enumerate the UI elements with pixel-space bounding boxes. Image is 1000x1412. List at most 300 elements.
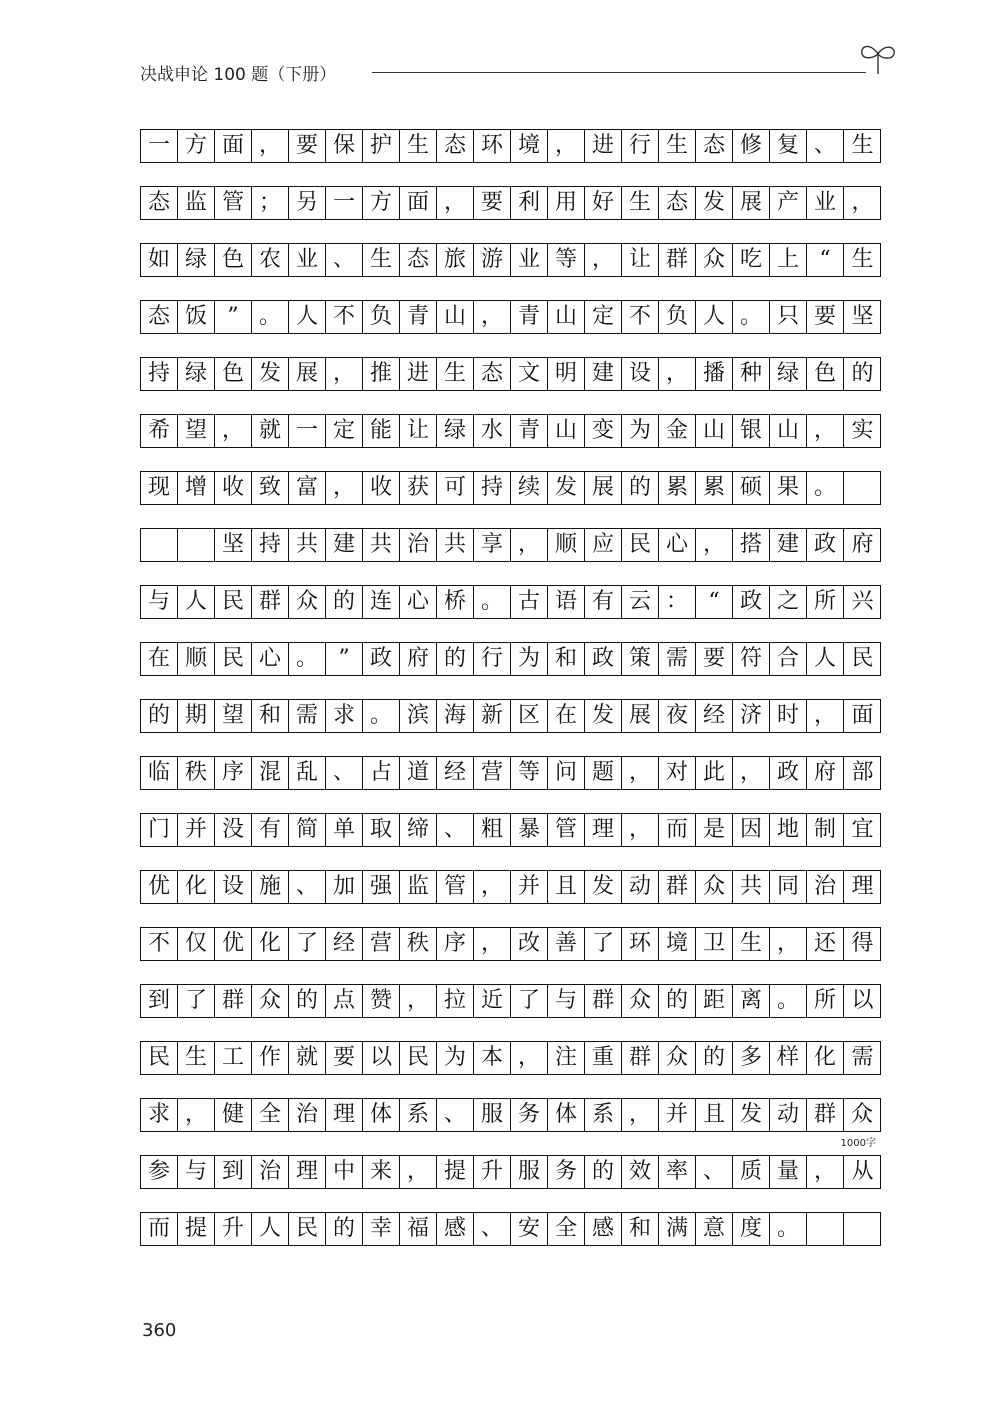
grid-cell: 应: [585, 529, 622, 561]
grid-cell: [141, 529, 178, 561]
grid-cell: 希: [141, 415, 178, 447]
grid-cell: 态: [400, 244, 437, 276]
grid-cell: 以: [851, 988, 874, 1013]
grid-cell: 。: [474, 586, 511, 618]
word-count-mark: 1000字: [840, 1138, 876, 1149]
grid-cell: 业: [289, 244, 326, 276]
grid-cell: 系: [585, 1099, 622, 1131]
grid-cell: 山: [770, 415, 807, 447]
grid-cell: 上: [770, 244, 807, 276]
grid-cell: 民: [141, 1042, 178, 1074]
grid-cell: 护: [363, 130, 400, 162]
grid-cell: 语: [548, 586, 585, 618]
grid-cell: ，: [770, 928, 807, 960]
grid-cell: 生: [400, 130, 437, 162]
grid-cell: 宜: [851, 817, 874, 842]
grid-cell: 人: [178, 586, 215, 618]
grid-cell: 建: [770, 529, 807, 561]
grid-cell: 群: [252, 586, 289, 618]
grid-cell: 本: [474, 1042, 511, 1074]
grid-cell: 新: [474, 700, 511, 732]
grid-cell: 优: [141, 871, 178, 903]
grid-cell: 收: [363, 472, 400, 504]
grid-cell: 的: [696, 1042, 733, 1074]
grid-cell: 态: [141, 187, 178, 219]
grid-cell: ，: [474, 871, 511, 903]
grid-cell: 发: [696, 187, 733, 219]
grid-cell: 生: [851, 133, 874, 158]
grid-cell: 众: [696, 871, 733, 903]
grid-cell: 境: [659, 928, 696, 960]
grid-cell: 业: [511, 244, 548, 276]
grid-cell: 的: [622, 472, 659, 504]
grid-cell: 改: [511, 928, 548, 960]
grid-row: [140, 414, 881, 448]
grid-cell: 云: [622, 586, 659, 618]
grid-cell: 此: [696, 757, 733, 789]
grid-cell: 部: [851, 760, 874, 785]
grid-cell: 要: [289, 130, 326, 162]
grid-cell: 安: [511, 1213, 548, 1245]
grid-cell: 面: [215, 130, 252, 162]
grid-cell: ，: [474, 928, 511, 960]
grid-cell: 治: [252, 1156, 289, 1188]
grid-cell: 致: [252, 472, 289, 504]
grid-row: [140, 357, 881, 391]
grid-cell: 生: [363, 244, 400, 276]
grid-cell: 态: [696, 130, 733, 162]
grid-cell: 仅: [178, 928, 215, 960]
grid-cell: 搭: [733, 529, 770, 561]
grid-cell: 坚: [215, 529, 252, 561]
grid-cell: ”: [326, 643, 363, 675]
grid-cell: 兴: [851, 589, 874, 614]
grid-cell: 服: [511, 1156, 548, 1188]
grid-cell: ，: [659, 358, 696, 390]
grid-cell: 坚: [851, 304, 874, 329]
grid-cell: ，: [622, 757, 659, 789]
grid-cell: 在: [548, 700, 585, 732]
header-title: 决战申论 100 题（下册）: [140, 65, 337, 85]
grid-cell: 累: [659, 472, 696, 504]
grid-cell: 水: [474, 415, 511, 447]
essay-answer-grid: [140, 129, 881, 1269]
grid-cell: 优: [215, 928, 252, 960]
grid-cell: 就: [289, 1042, 326, 1074]
grid-cell: 古: [511, 586, 548, 618]
grid-cell: 众: [289, 586, 326, 618]
grid-cell: 率: [659, 1156, 696, 1188]
header-rule: [372, 72, 866, 73]
grid-cell: 为: [511, 643, 548, 675]
grid-cell: ，: [437, 187, 474, 219]
grid-cell: 就: [252, 415, 289, 447]
grid-cell: 求: [141, 1099, 178, 1131]
grid-cell: 理: [585, 814, 622, 846]
grid-cell: 经: [696, 700, 733, 732]
grid-cell: 理: [851, 874, 874, 899]
grid-cell: 的: [289, 985, 326, 1017]
grid-cell: 生: [437, 358, 474, 390]
grid-cell: 政: [807, 529, 844, 561]
grid-cell: 方: [363, 187, 400, 219]
grid-cell: 果: [770, 472, 807, 504]
grid-cell: 并: [511, 871, 548, 903]
grid-cell: 持: [141, 358, 178, 390]
grid-cell: 生: [622, 187, 659, 219]
grid-cell: 民: [622, 529, 659, 561]
grid-cell: ”: [215, 301, 252, 333]
grid-cell: ，: [696, 529, 733, 561]
grid-cell: 的: [141, 700, 178, 732]
grid-cell: 设: [215, 871, 252, 903]
grid-row: [140, 585, 881, 619]
grid-cell: 共: [437, 529, 474, 561]
grid-cell: 共: [363, 529, 400, 561]
grid-cell: 共: [733, 871, 770, 903]
grid-cell: 经: [437, 757, 474, 789]
grid-cell: 心: [252, 643, 289, 675]
grid-cell: 如: [141, 244, 178, 276]
grid-cell: 面: [851, 703, 874, 728]
grid-cell: 进: [400, 358, 437, 390]
grid-cell: ，: [178, 1099, 215, 1131]
grid-cell: 因: [733, 814, 770, 846]
grid-cell: 一: [326, 187, 363, 219]
grid-cell: 变: [585, 415, 622, 447]
grid-cell: 行: [474, 643, 511, 675]
grid-row: [140, 699, 881, 733]
grid-row: [140, 471, 881, 505]
grid-cell: 感: [437, 1213, 474, 1245]
grid-cell: 享: [474, 529, 511, 561]
grid-cell: 单: [326, 814, 363, 846]
grid-cell: 要: [326, 1042, 363, 1074]
grid-row: [140, 927, 881, 961]
grid-cell: 众: [844, 1099, 881, 1131]
grid-cell: ，: [326, 358, 363, 390]
grid-cell: 众: [696, 244, 733, 276]
grid-cell: 色: [807, 358, 844, 390]
grid-cell: 务: [511, 1099, 548, 1131]
grid-cell: 善: [548, 928, 585, 960]
grid-cell: 群: [585, 985, 622, 1017]
grid-cell: 的: [326, 1213, 363, 1245]
grid-cell: 。: [289, 643, 326, 675]
grid-cell: 。: [363, 700, 400, 732]
grid-row: [140, 984, 881, 1018]
grid-cell: 治: [400, 529, 437, 561]
grid-cell: 质: [733, 1156, 770, 1188]
grid-cell: 效: [622, 1156, 659, 1188]
grid-cell: 福: [400, 1213, 437, 1245]
grid-cell: 能: [363, 415, 400, 447]
grid-cell: 文: [511, 358, 548, 390]
grid-cell: 收: [215, 472, 252, 504]
grid-cell: 绿: [437, 415, 474, 447]
grid-cell: 营: [363, 928, 400, 960]
grid-cell: 色: [215, 358, 252, 390]
grid-cell: 策: [622, 643, 659, 675]
grid-cell: 府: [807, 757, 844, 789]
grid-cell: ，: [807, 1156, 844, 1188]
grid-cell: 明: [548, 358, 585, 390]
grid-cell: 地: [770, 814, 807, 846]
grid-cell: 心: [659, 529, 696, 561]
grid-cell: 群: [659, 871, 696, 903]
grid-cell: 。: [252, 301, 289, 333]
grid-cell: 管: [437, 871, 474, 903]
grid-cell: 用: [548, 187, 585, 219]
grid-cell: 、: [437, 814, 474, 846]
grid-cell: ，: [807, 415, 844, 447]
grid-cell: 感: [585, 1213, 622, 1245]
grid-cell: 秩: [400, 928, 437, 960]
grid-cell: 体: [548, 1099, 585, 1131]
grid-cell: 山: [548, 301, 585, 333]
grid-cell: 近: [474, 985, 511, 1017]
grid-cell: 生: [659, 130, 696, 162]
grid-cell: 乱: [289, 757, 326, 789]
grid-cell: 绿: [178, 358, 215, 390]
grid-cell: 序: [215, 757, 252, 789]
grid-cell: 制: [807, 814, 844, 846]
grid-cell: 定: [585, 301, 622, 333]
grid-cell: 政: [363, 643, 400, 675]
grid-cell: 金: [659, 415, 696, 447]
grid-cell: 务: [548, 1156, 585, 1188]
grid-cell: 持: [474, 472, 511, 504]
grid-cell: 群: [215, 985, 252, 1017]
grid-cell: 。: [807, 472, 844, 504]
grid-cell: 、: [474, 1213, 511, 1245]
grid-cell: 得: [851, 931, 874, 956]
grid-cell: 化: [252, 928, 289, 960]
grid-cell: 富: [289, 472, 326, 504]
grid-cell: ，: [511, 529, 548, 561]
grid-cell: 占: [363, 757, 400, 789]
grid-cell: 到: [215, 1156, 252, 1188]
grid-row: [140, 300, 881, 334]
grid-cell: 重: [585, 1042, 622, 1074]
grid-cell: 桥: [437, 586, 474, 618]
grid-cell: 政: [770, 757, 807, 789]
grid-cell: 民: [215, 586, 252, 618]
grid-cell: 且: [548, 871, 585, 903]
grid-cell: ，: [548, 130, 585, 162]
grid-cell: 满: [659, 1213, 696, 1245]
grid-cell: 管: [215, 187, 252, 219]
grid-cell: 以: [363, 1042, 400, 1074]
grid-cell: 作: [252, 1042, 289, 1074]
grid-cell: 环: [622, 928, 659, 960]
grid-cell: 和: [622, 1213, 659, 1245]
grid-cell: 推: [363, 358, 400, 390]
grid-cell: 、: [437, 1099, 474, 1131]
grid-cell: 注: [548, 1042, 585, 1074]
grid-cell: [844, 1213, 881, 1245]
grid-row: [140, 1155, 881, 1189]
grid-cell: 面: [400, 187, 437, 219]
grid-cell: 海: [437, 700, 474, 732]
grid-cell: 所: [807, 985, 844, 1017]
grid-cell: 负: [659, 301, 696, 333]
grid-cell: 建: [585, 358, 622, 390]
grid-cell: 与: [178, 1156, 215, 1188]
grid-cell: 秩: [178, 757, 215, 789]
grid-cell: 区: [511, 700, 548, 732]
grid-cell: 还: [807, 928, 844, 960]
grid-cell: 府: [851, 532, 874, 557]
grid-cell: 展: [733, 187, 770, 219]
grid-cell: 政: [585, 643, 622, 675]
grid-cell: 幸: [363, 1213, 400, 1245]
grid-cell: 生: [851, 247, 874, 272]
grid-cell: 意: [696, 1213, 733, 1245]
grid-cell: 发: [548, 472, 585, 504]
grid-cell: 提: [178, 1213, 215, 1245]
grid-cell: 在: [141, 643, 178, 675]
grid-cell: 保: [326, 130, 363, 162]
grid-cell: 民: [289, 1213, 326, 1245]
grid-cell: 符: [733, 643, 770, 675]
grid-cell: 游: [474, 244, 511, 276]
grid-cell: 获: [400, 472, 437, 504]
grid-row: [140, 186, 881, 220]
grid-cell: 动: [622, 871, 659, 903]
grid-cell: 合: [770, 643, 807, 675]
grid-cell: 卫: [696, 928, 733, 960]
grid-cell: 提: [437, 1156, 474, 1188]
grid-cell: 强: [363, 871, 400, 903]
grid-cell: 好: [585, 187, 622, 219]
grid-cell: 体: [363, 1099, 400, 1131]
grid-cell: 需: [851, 1045, 874, 1070]
grid-cell: 众: [659, 1042, 696, 1074]
grid-row: [140, 756, 881, 790]
grid-cell: ，: [400, 1156, 437, 1188]
grid-cell: 加: [326, 871, 363, 903]
grid-cell: 等: [511, 757, 548, 789]
grid-cell: [844, 472, 881, 504]
grid-cell: 累: [696, 472, 733, 504]
grid-cell: ，: [215, 415, 252, 447]
grid-cell: 之: [770, 586, 807, 618]
grid-cell: 进: [585, 130, 622, 162]
grid-cell: 民: [215, 643, 252, 675]
grid-cell: 暴: [511, 814, 548, 846]
grid-cell: 施: [252, 871, 289, 903]
grid-cell: 升: [474, 1156, 511, 1188]
grid-cell: 境: [511, 130, 548, 162]
grid-cell: 人: [696, 301, 733, 333]
grid-cell: 民: [400, 1042, 437, 1074]
grid-cell: 夜: [659, 700, 696, 732]
grid-cell: 动: [770, 1099, 807, 1131]
grid-cell: 混: [252, 757, 289, 789]
grid-cell: 多: [733, 1042, 770, 1074]
grid-cell: 的: [437, 643, 474, 675]
grid-cell: 营: [474, 757, 511, 789]
grid-cell: 只: [770, 301, 807, 333]
grid-cell: 。: [770, 1213, 807, 1245]
grid-cell: 同: [770, 871, 807, 903]
grid-cell: 道: [400, 757, 437, 789]
grid-cell: 持: [252, 529, 289, 561]
grid-cell: 群: [622, 1042, 659, 1074]
grid-cell: 缔: [400, 814, 437, 846]
grid-row: [140, 1041, 881, 1075]
grid-cell: 并: [659, 1099, 696, 1131]
grid-cell: [178, 529, 215, 561]
grid-cell: 离: [733, 985, 770, 1017]
grid-cell: 健: [215, 1099, 252, 1131]
grid-cell: 青: [511, 415, 548, 447]
grid-row: [140, 129, 881, 163]
grid-cell: 负: [363, 301, 400, 333]
grid-row: [140, 813, 881, 847]
grid-cell: 简: [289, 814, 326, 846]
grid-cell: 、: [289, 871, 326, 903]
grid-cell: 修: [733, 130, 770, 162]
grid-cell: ；: [252, 187, 289, 219]
grid-cell: 且: [696, 1099, 733, 1131]
grid-cell: 发: [585, 700, 622, 732]
grid-cell: 连: [363, 586, 400, 618]
grid-cell: 距: [696, 985, 733, 1017]
grid-cell: 的: [326, 586, 363, 618]
grid-cell: 顺: [548, 529, 585, 561]
grid-cell: 中: [326, 1156, 363, 1188]
grid-cell: 发: [252, 358, 289, 390]
grid-cell: 与: [141, 586, 178, 618]
grid-cell: 滨: [400, 700, 437, 732]
grid-cell: 经: [326, 928, 363, 960]
grid-cell: 态: [141, 301, 178, 333]
grid-cell: 发: [733, 1099, 770, 1131]
grid-cell: 青: [400, 301, 437, 333]
grid-cell: 了: [585, 928, 622, 960]
grid-cell: 的: [659, 985, 696, 1017]
grid-cell: 全: [548, 1213, 585, 1245]
grid-cell: 参: [141, 1156, 178, 1188]
grid-cell: 人: [289, 301, 326, 333]
grid-cell: 不: [622, 301, 659, 333]
grid-cell: 众: [252, 985, 289, 1017]
grid-cell: “: [807, 244, 844, 276]
grid-cell: 方: [178, 130, 215, 162]
grid-cell: 增: [178, 472, 215, 504]
grid-cell: 是: [696, 814, 733, 846]
grid-cell: 环: [474, 130, 511, 162]
grid-cell: 民: [851, 646, 874, 671]
grid-cell: 山: [437, 301, 474, 333]
grid-row: [140, 1098, 881, 1149]
grid-cell: 农: [252, 244, 289, 276]
grid-cell: 和: [252, 700, 289, 732]
grid-cell: 需: [289, 700, 326, 732]
grid-cell: 不: [326, 301, 363, 333]
grid-cell: 到: [141, 985, 178, 1017]
grid-cell: 化: [807, 1042, 844, 1074]
grid-cell: 为: [622, 415, 659, 447]
grid-cell: 、: [696, 1156, 733, 1188]
grid-cell: 展: [585, 472, 622, 504]
grid-row: [140, 642, 881, 676]
grid-cell: 需: [659, 643, 696, 675]
grid-cell: 。: [770, 985, 807, 1017]
grid-cell: 一: [289, 415, 326, 447]
